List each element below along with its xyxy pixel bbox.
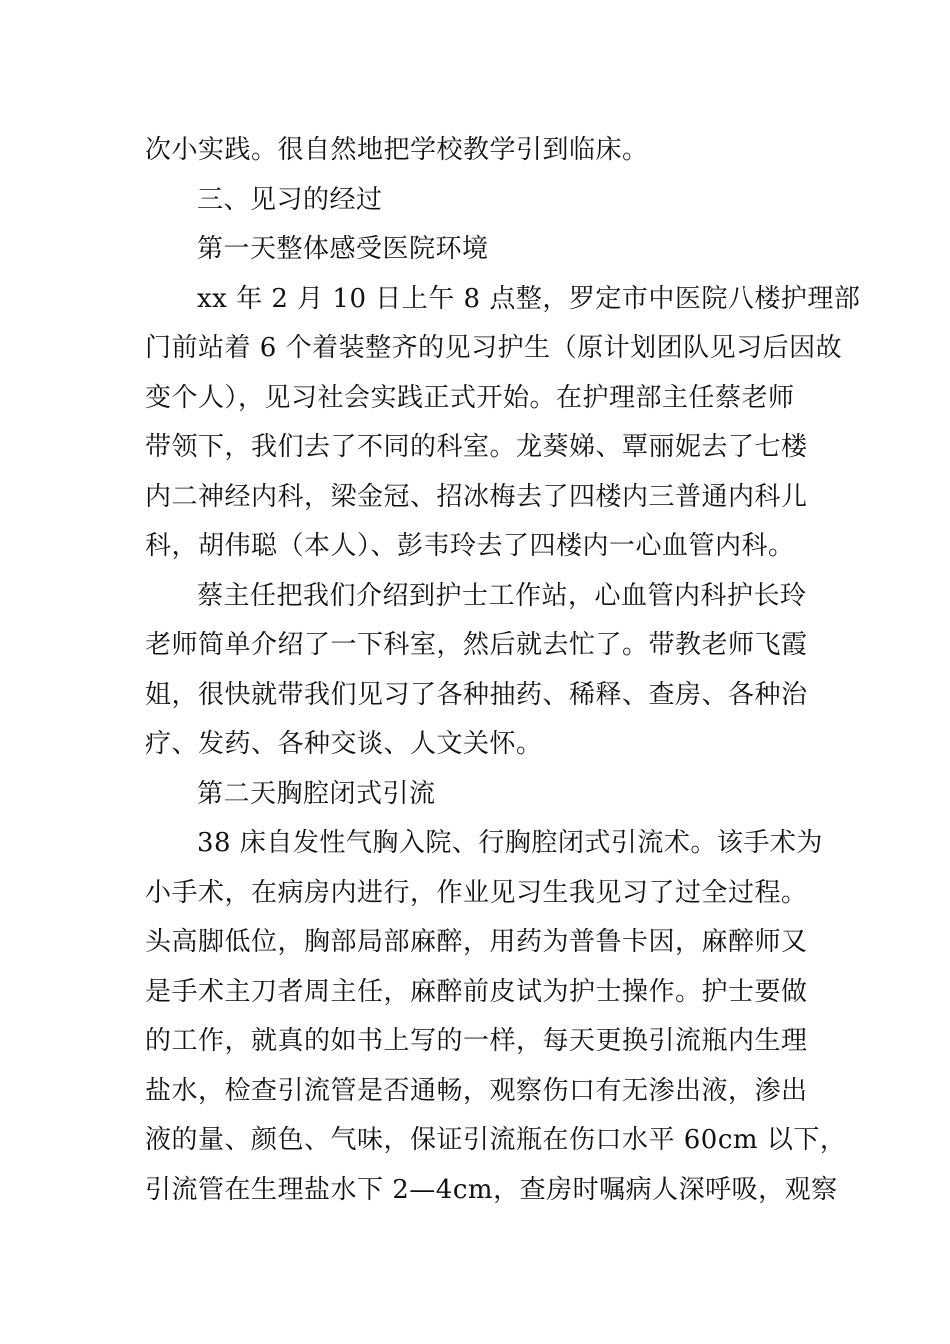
section-heading: 三、见习的经过 [197,184,383,215]
subsection-heading: 第二天胸腔闭式引流 [197,778,436,809]
text-line: 38 床自发性气胸入院、行胸腔闭式引流术。该手术为 [197,828,823,858]
text-line: 盐水，检查引流管是否通畅，观察伤口有无渗出液，渗出 [145,1075,808,1106]
text-line: 变个人），见习社会实践正式开始。在护理部主任蔡老师 [145,382,795,413]
text-line: 姐，很快就带我们见习了各种抽药、稀释、查房、各种治 [145,679,808,710]
text-line: 是手术主刀者周主任，麻醉前皮试为护士操作。护士要做 [145,976,808,1007]
text-line: 蔡主任把我们介绍到护士工作站，心血管内科护长玲 [197,580,807,611]
text-line: 头高脚低位，胸部局部麻醉，用药为普鲁卡因，麻醉师又 [145,927,808,957]
document-body [145,126,861,1215]
text-line: 老师简单介绍了一下科室，然后就去忙了。带教老师飞霞 [145,630,808,660]
text-line: 次小实践。很自然地把学校教学引到临床。 [145,135,649,165]
text-line: 的工作，就真的如书上写的一样，每天更换引流瓶内生理 [145,1026,808,1056]
text-line: 液的量、颜色、气味，保证引流瓶在伤口水平 60cm 以下， [145,1125,847,1155]
text-line: 内二神经内科，梁金冠、招冰梅去了四楼内三普通内科儿 [145,481,808,512]
text-line: 引流管在生理盐水下 2—4cm，查房时嘱病人深呼吸，观察 [145,1174,838,1205]
text-line: 门前站着 6 个着装整齐的见习护生（原计划团队见习后因故 [145,333,843,363]
text-line: 疗、发药、各种交谈、人文关怀。 [145,729,543,759]
text-line: 带领下，我们去了不同的科室。龙葵娣、覃丽妮去了七楼 [145,432,808,462]
subsection-heading: 第一天整体感受医院环境 [197,234,489,264]
text-line: 科，胡伟聪（本人）、彭韦玲去了四楼内一心血管内科。 [145,531,795,561]
text-line: xx 年 2 月 10 日上午 8 点整，罗定市中医院八楼护理部 [197,283,861,314]
text-line: 小手术，在病房内进行，作业见习生我见习了过全过程。 [145,877,808,908]
